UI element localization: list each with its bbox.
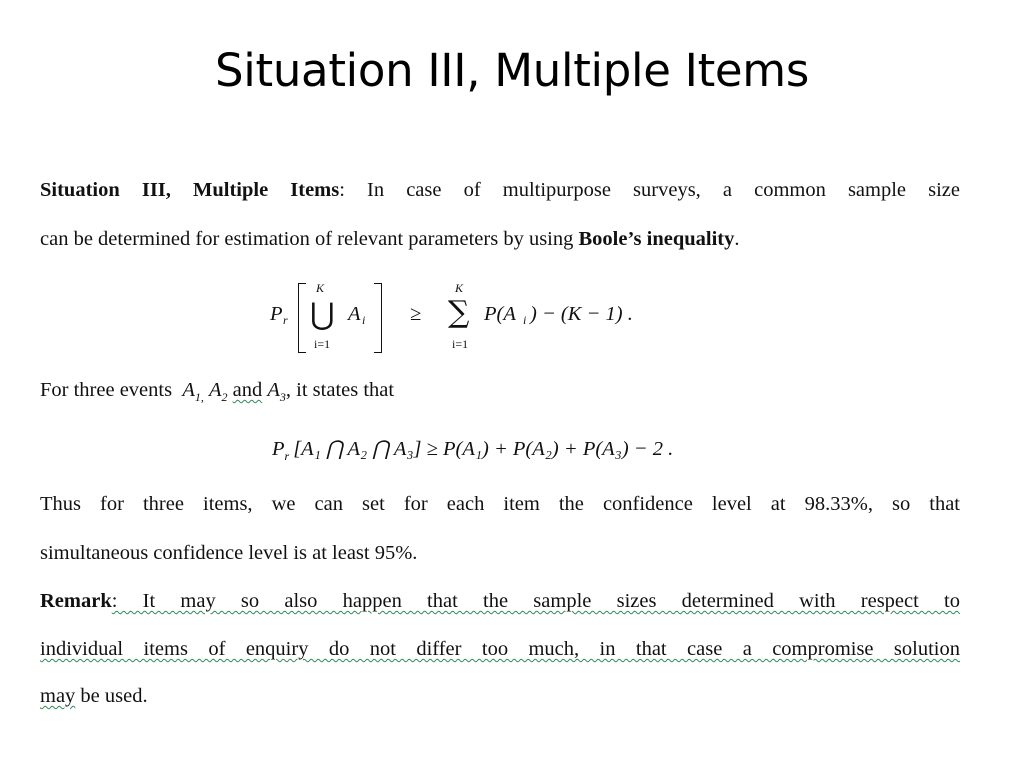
sum-lower-limit: i=1 (452, 337, 469, 351)
slide-title: Situation III, Multiple Items (215, 44, 809, 97)
paragraph-line (40, 227, 960, 251)
situation-lead: Situation III, Multiple Items (40, 179, 340, 201)
paragraph2-end: , it states that (285, 379, 395, 401)
event-subscript: i (362, 313, 366, 327)
boole-inequality-term: Boole’s inequality (578, 228, 735, 250)
paragraph-line: simultaneous confidence level is at least 95%. (40, 542, 418, 564)
remark-line (40, 684, 960, 708)
paragraph1-line2-text: can be determined for estimation of relevant parameters by using (40, 228, 574, 250)
sigma-symbol: ∑ (448, 295, 470, 330)
left-bracket (298, 283, 306, 353)
paragraph2-start: For three events (40, 379, 173, 401)
prob-symbol-2: P (272, 438, 285, 460)
prob-symbol: P (270, 303, 283, 325)
prob-subscript-2: r (284, 449, 290, 463)
remark-line (40, 637, 960, 661)
paragraph-line (40, 378, 960, 409)
paragraph1-line2-end: . (734, 228, 740, 250)
three-events-formula (272, 436, 673, 466)
union-symbol: ⋃ (310, 297, 335, 332)
geq-symbol: ≥ (410, 303, 422, 325)
rhs-start: P(A (484, 303, 516, 325)
paragraph-line (40, 178, 960, 202)
remark-line (40, 589, 960, 613)
right-bracket (374, 283, 382, 353)
event-A1: $A_{1,}$ $A_2$ (177, 379, 228, 404)
sum-upper-limit: K (455, 281, 464, 295)
rhs-subscript: i (523, 313, 527, 327)
prob-subscript: r (283, 313, 288, 327)
remark-line3-text: be used. (75, 685, 148, 707)
formula2-body: [A₁ ⋂ A₂ ⋂ A₃] ≥ P(A₁) + P(A₂) + P(A₃) − 2 . (293, 438, 674, 460)
paragraph-line: Thus for three items, we can set for each item the confidence level at 98.33%, so that (40, 493, 960, 515)
and-word: and (232, 379, 263, 401)
remark-label: Remark (40, 590, 112, 612)
remark-line2-text: individual items of enquiry do not differ too much, in that case a compromise solution (40, 638, 960, 660)
paragraph1-line1-text: : In case of multipurpose surveys, a common sample size (339, 179, 960, 201)
rhs-end: ) − (K − 1) . (530, 303, 633, 325)
event-A3: $A_3$ (267, 379, 286, 404)
event-A: A (348, 303, 361, 325)
boole-formula (270, 283, 670, 353)
remark-line1-text: : It may so also happen that the sample sizes determined with respect to (111, 590, 960, 612)
union-upper-limit: K (316, 281, 325, 295)
may-word: may (40, 685, 76, 707)
union-lower-limit: i=1 (314, 337, 331, 351)
